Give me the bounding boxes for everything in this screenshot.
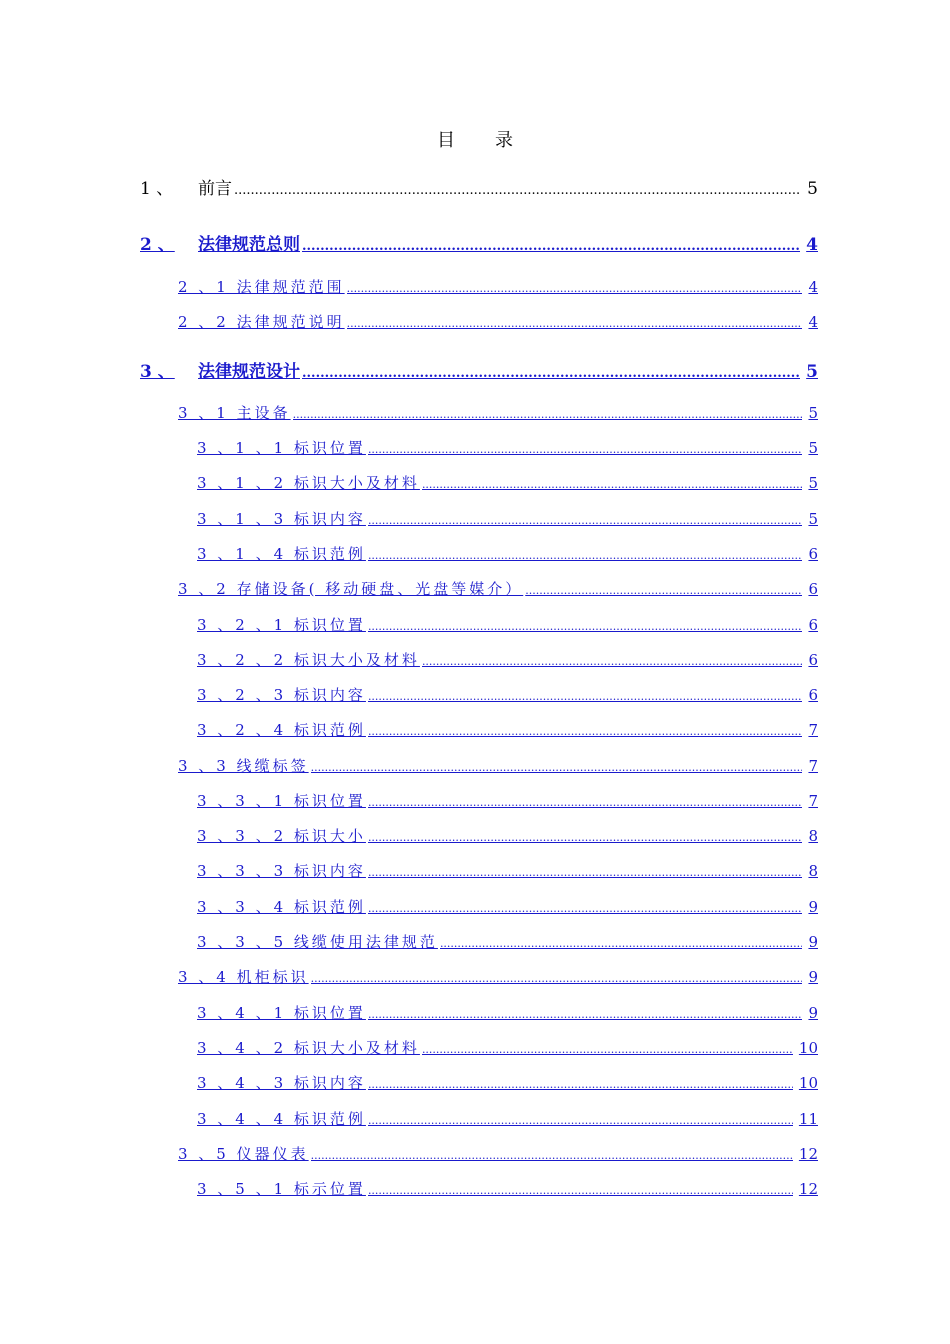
toc-entry-page-number: 7 bbox=[808, 792, 818, 810]
toc-entry-page-number: 10 bbox=[798, 1074, 818, 1092]
toc-entry-page-number: 5 bbox=[807, 179, 818, 199]
toc-entry-label: 3 、3 、1 标识位置 bbox=[197, 792, 366, 810]
toc-title-char-1: 目 bbox=[437, 130, 455, 151]
toc-leader-dots bbox=[368, 1114, 793, 1127]
toc-leader-dots bbox=[347, 282, 803, 295]
toc-entry-page-number: 7 bbox=[808, 721, 818, 739]
toc-leader-dots bbox=[422, 478, 803, 491]
toc-leader-dots bbox=[368, 1008, 803, 1021]
toc-entry-label: 3 、4 、2 标识大小及材料 bbox=[197, 1039, 420, 1057]
toc-entry[interactable] bbox=[197, 649, 818, 670]
toc-entry-label: 3 、4 机柜标识 bbox=[178, 968, 309, 986]
toc-entry-label: 3 、2 存储设备( 移动硬盘、光盘等媒介） bbox=[178, 580, 524, 598]
toc-leader-dots bbox=[311, 761, 803, 774]
toc-entry-page-number: 4 bbox=[806, 235, 818, 255]
toc-entry-label: 2 、1 法律规范范围 bbox=[178, 278, 345, 296]
toc-entry-label: 3 、2 、3 标识内容 bbox=[197, 686, 366, 704]
toc-entry[interactable] bbox=[197, 1072, 818, 1093]
toc-leader-dots bbox=[347, 317, 803, 330]
toc-entry-label: 法律规范设计 bbox=[198, 362, 300, 382]
toc-entry[interactable] bbox=[197, 684, 818, 705]
toc-entry-label: 3 、5 仪器仪表 bbox=[178, 1145, 309, 1163]
toc-entry-label: 3 、4 、4 标识范例 bbox=[197, 1110, 366, 1128]
toc-entry-label: 前言 bbox=[198, 179, 232, 199]
toc-entry-label: 3 、1 主设备 bbox=[178, 404, 291, 422]
toc-entry-page-number: 6 bbox=[808, 616, 818, 634]
toc-entry[interactable] bbox=[197, 1178, 818, 1199]
toc-entry[interactable] bbox=[197, 508, 818, 529]
toc-leader-dots bbox=[302, 366, 800, 381]
toc-entry-label: 3 、2 、2 标识大小及材料 bbox=[197, 651, 420, 669]
toc-leader-dots bbox=[302, 239, 800, 254]
toc-leader-dots bbox=[422, 1043, 793, 1056]
toc-entry-label: 3 、1 、1 标识位置 bbox=[197, 439, 366, 457]
toc-entry-label: 3 、3 、2 标识大小 bbox=[197, 827, 366, 845]
toc-entry-label: 3 、1 、3 标识内容 bbox=[197, 510, 366, 528]
toc-entry-label: 法律规范总则 bbox=[198, 235, 300, 255]
toc-entry[interactable] bbox=[197, 472, 818, 493]
toc-leader-dots bbox=[234, 183, 801, 198]
toc-entry-number: 2 、 bbox=[140, 235, 175, 255]
toc-entry-page-number: 4 bbox=[808, 278, 818, 296]
toc-entry-page-number: 6 bbox=[808, 651, 818, 669]
toc-entry-page-number: 9 bbox=[808, 968, 818, 986]
toc-entry[interactable] bbox=[197, 860, 818, 881]
toc-entry-page-number: 9 bbox=[808, 898, 818, 916]
toc-entry-page-number: 6 bbox=[808, 686, 818, 704]
toc-leader-dots bbox=[368, 725, 803, 738]
toc-entry[interactable] bbox=[140, 357, 818, 382]
toc-entry-page-number: 4 bbox=[808, 313, 818, 331]
toc-entry[interactable] bbox=[197, 437, 818, 458]
toc-entry-page-number: 8 bbox=[808, 862, 818, 880]
toc-entry[interactable] bbox=[197, 614, 818, 635]
toc-entry-label: 3 、1 、2 标识大小及材料 bbox=[197, 474, 420, 492]
toc-leader-dots bbox=[368, 1078, 793, 1091]
toc-entry-label: 3 、2 、1 标识位置 bbox=[197, 616, 366, 634]
toc-entry-label: 2 、2 法律规范说明 bbox=[178, 313, 345, 331]
toc-leader-dots bbox=[368, 514, 803, 527]
toc-entry[interactable] bbox=[140, 230, 818, 255]
toc-entry-page-number: 11 bbox=[798, 1110, 818, 1128]
toc-title-char-2: 录 bbox=[495, 130, 513, 151]
toc-entry-page-number: 5 bbox=[808, 474, 818, 492]
toc-entry[interactable] bbox=[178, 402, 818, 423]
toc-leader-dots bbox=[440, 937, 803, 950]
toc-entry-page-number: 6 bbox=[808, 580, 818, 598]
toc-entry[interactable] bbox=[197, 1108, 818, 1129]
toc-entry-page-number: 5 bbox=[808, 404, 818, 422]
toc-entry-label: 3 、3 、4 标识范例 bbox=[197, 898, 366, 916]
toc-leader-dots bbox=[422, 655, 803, 668]
toc-entry[interactable] bbox=[197, 1037, 818, 1058]
toc-entry bbox=[140, 174, 818, 199]
toc-leader-dots bbox=[368, 831, 803, 844]
toc-entry-label: 3 、4 、3 标识内容 bbox=[197, 1074, 366, 1092]
toc-entry[interactable] bbox=[197, 719, 818, 740]
toc-entry[interactable] bbox=[197, 825, 818, 846]
toc-entry-page-number: 9 bbox=[808, 933, 818, 951]
toc-leader-dots bbox=[311, 972, 803, 985]
toc-leader-dots bbox=[368, 866, 803, 879]
toc-entry[interactable] bbox=[178, 755, 818, 776]
toc-entry-page-number: 5 bbox=[806, 362, 818, 382]
toc-leader-dots bbox=[311, 1149, 793, 1162]
toc-entry-page-number: 6 bbox=[808, 545, 818, 563]
toc-entry-number: 1 、 bbox=[140, 179, 174, 199]
toc-entry-label: 3 、3 线缆标签 bbox=[178, 757, 309, 775]
toc-entry[interactable] bbox=[178, 966, 818, 987]
toc-title bbox=[0, 126, 950, 152]
toc-leader-dots bbox=[525, 584, 802, 597]
toc-entry[interactable] bbox=[178, 578, 818, 599]
toc-leader-dots bbox=[368, 620, 803, 633]
toc-entry[interactable] bbox=[197, 931, 818, 952]
toc-leader-dots bbox=[368, 549, 803, 562]
toc-leader-dots bbox=[368, 690, 803, 703]
toc-entry-page-number: 9 bbox=[808, 1004, 818, 1022]
toc-entry[interactable] bbox=[178, 276, 818, 297]
toc-entry-label: 3 、2 、4 标识范例 bbox=[197, 721, 366, 739]
toc-entry-label: 3 、3 、5 线缆使用法律规范 bbox=[197, 933, 438, 951]
toc-entry-page-number: 10 bbox=[798, 1039, 818, 1057]
toc-entry[interactable] bbox=[178, 311, 818, 332]
toc-entry[interactable] bbox=[197, 1002, 818, 1023]
toc-entry-label: 3 、1 、4 标识范例 bbox=[197, 545, 366, 563]
toc-entry-label: 3 、3 、3 标识内容 bbox=[197, 862, 366, 880]
toc-entry-label: 3 、5 、1 标示位置 bbox=[197, 1180, 366, 1198]
toc-entry-page-number: 5 bbox=[808, 510, 818, 528]
toc-entry[interactable] bbox=[178, 1143, 818, 1164]
toc-entry[interactable] bbox=[197, 543, 818, 564]
toc-leader-dots bbox=[368, 443, 803, 456]
toc-entry[interactable] bbox=[197, 896, 818, 917]
toc-entry[interactable] bbox=[197, 790, 818, 811]
toc-entry-page-number: 5 bbox=[808, 439, 818, 457]
toc-leader-dots bbox=[368, 902, 803, 915]
toc-entry-number: 3 、 bbox=[140, 362, 175, 382]
toc-entry-page-number: 12 bbox=[798, 1180, 818, 1198]
toc-entry-page-number: 7 bbox=[808, 757, 818, 775]
toc-entry-page-number: 12 bbox=[798, 1145, 818, 1163]
toc-leader-dots bbox=[293, 408, 803, 421]
toc-entry-label: 3 、4 、1 标识位置 bbox=[197, 1004, 366, 1022]
toc-leader-dots bbox=[368, 796, 803, 809]
toc-leader-dots bbox=[368, 1184, 793, 1197]
toc-entry-page-number: 8 bbox=[808, 827, 818, 845]
